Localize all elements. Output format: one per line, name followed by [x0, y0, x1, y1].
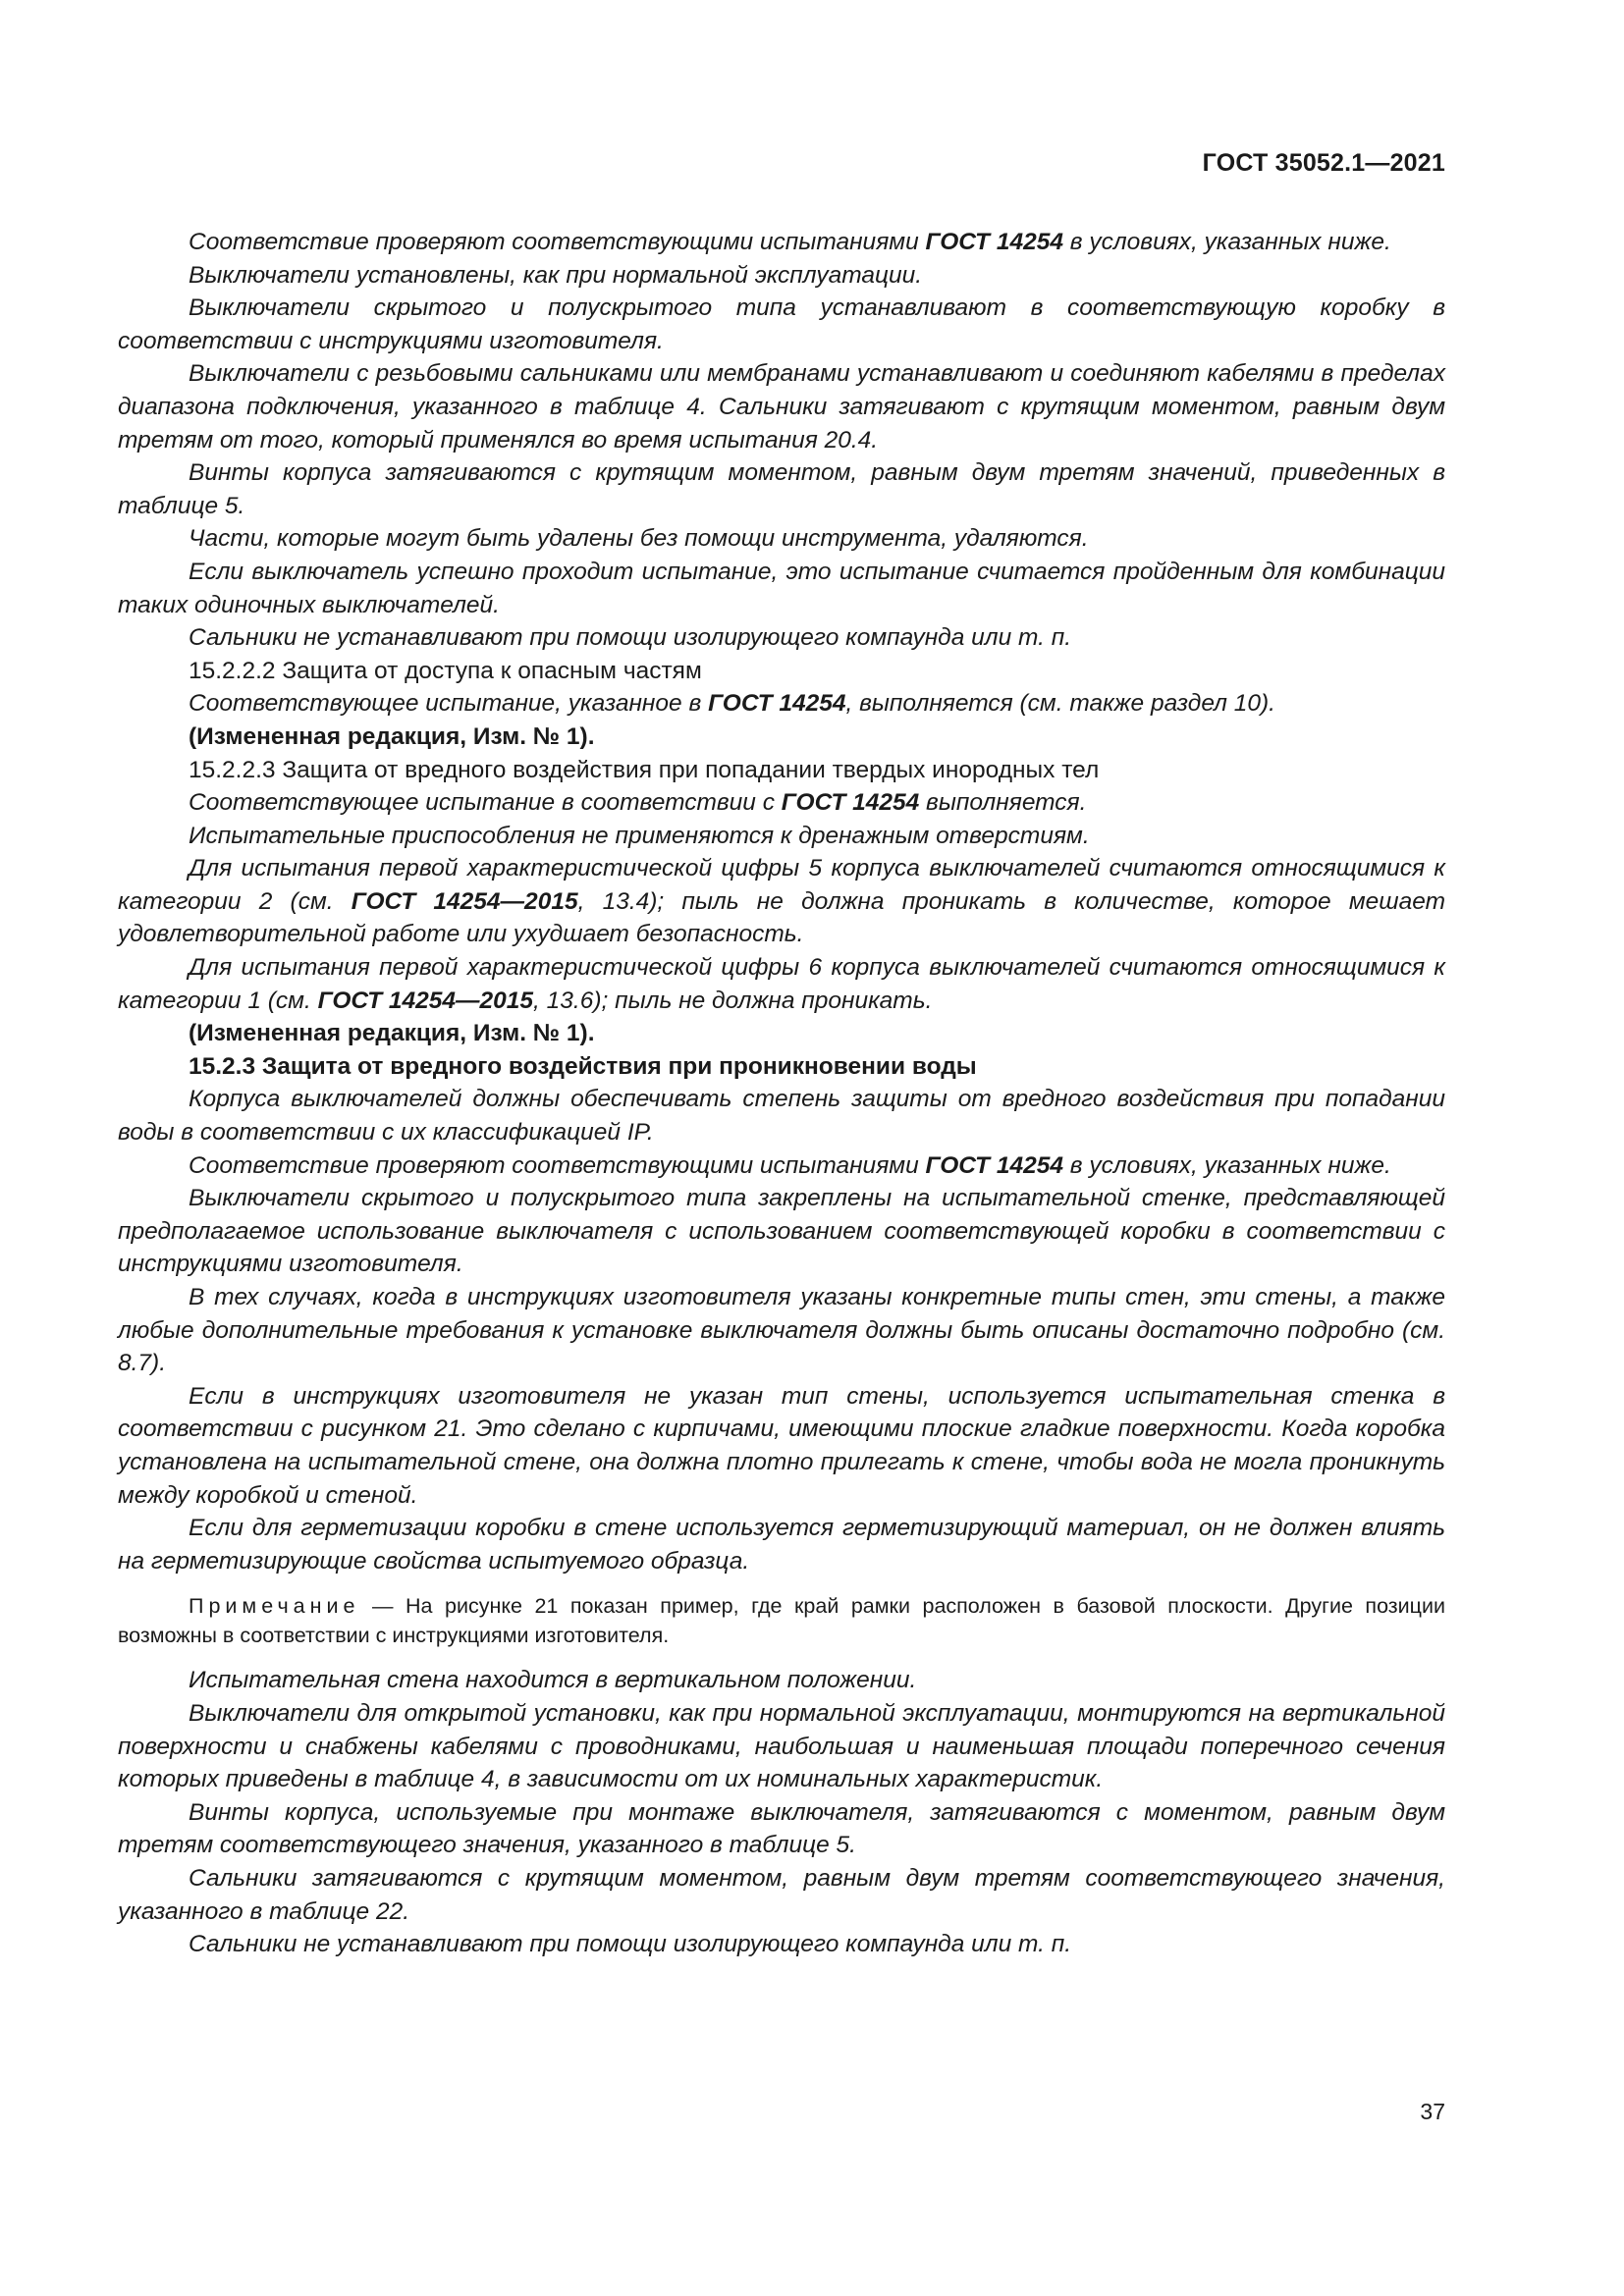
- paragraph: [118, 852, 1445, 951]
- text-run: Соответствующее испытание, указанное в: [189, 690, 709, 718]
- standard-reference: ГОСТ 14254—2015: [351, 887, 578, 915]
- paragraph: Сальники затягиваются с крутящим моментом, равным двум третям соответствующего значения, указанного в таблице 22.: [118, 1864, 1445, 1925]
- standard-reference: ГОСТ 14254: [925, 229, 1063, 255]
- paragraph: Испытательные приспособления не применяются к дренажным отверстиям.: [189, 822, 1090, 849]
- text-run: , выполняется (см. также раздел 10).: [845, 690, 1275, 718]
- note-label: Примечание: [189, 1594, 360, 1619]
- text-run: Соответствие проверяют соответствующими испытаниями: [189, 229, 926, 255]
- text-run: Соответствующее испытание в соответствии с: [189, 789, 782, 817]
- paragraph: Выключатели установлены, как при нормальной эксплуатации.: [189, 261, 923, 289]
- standard-reference: ГОСТ 14254: [781, 789, 920, 817]
- paragraph: Испытательная стена находится в вертикальном положении.: [189, 1667, 917, 1694]
- text-run: , 13.6); пыль не должна проникать.: [533, 987, 933, 1014]
- paragraph: [118, 1149, 1445, 1183]
- standard-reference: ГОСТ 14254: [925, 1151, 1063, 1179]
- paragraph: Сальники не устанавливают при помощи изолирующего компаунда или т. п.: [189, 1931, 1072, 1958]
- section-heading-15-2-2-3: 15.2.2.3 Защита от вредного воздействия при попадании твердых инородных тел: [189, 756, 1100, 783]
- section-heading-15-2-3: 15.2.3 Защита от вредного воздействия при проникновении воды: [189, 1052, 977, 1080]
- text-run: , 13.4); пыль не должна проникать в количестве, которое мешает удовлетворительной работе или ухудшает безопасность.: [118, 887, 1446, 948]
- note-text: — На рисунке 21 показан пример, где край рамки расположен в базовой плоскости. Другие позиции возможны в соответствии с инструкциями изготовителя.: [118, 1594, 1445, 1648]
- paragraph: Выключатели с резьбовыми сальниками или мембранами устанавливают и соединяют кабелями в пределах диапазона подключения, указанного в таблице 4. Сальники затягивают с крутящим моментом, равным двум третям от того, который применялся во время испытания 20.4.: [118, 360, 1445, 454]
- amendment-note: (Измененная редакция, Изм. № 1).: [189, 1020, 595, 1047]
- text-run: выполняется.: [919, 789, 1087, 817]
- paragraph: Винты корпуса, используемые при монтаже выключателя, затягиваются с моментом, равным двум третям соответствующего значения, указанного в таблице 5.: [118, 1798, 1445, 1859]
- text-run: Соответствие проверяют соответствующими испытаниями: [189, 1151, 926, 1179]
- standard-reference: ГОСТ 14254—2015: [317, 987, 534, 1014]
- amendment-note: (Измененная редакция, Изм. № 1).: [189, 722, 595, 750]
- note: [118, 1591, 1445, 1650]
- paragraph: Выключатели скрытого и полускрытого типа закреплены на испытательной стенке, представляющей предполагаемое использование выключателя с использованием соответствующей коробки в соответствии с инструкциями изготовителя.: [118, 1185, 1445, 1278]
- paragraph: Части, которые могут быть удалены без помощи инструмента, удаляются.: [189, 525, 1089, 553]
- document-id-header: ГОСТ 35052.1—2021: [1202, 149, 1445, 177]
- paragraph: Если выключатель успешно проходит испытание, это испытание считается пройденным для комбинации таких одиночных выключателей.: [118, 558, 1445, 618]
- paragraph: [118, 687, 1445, 721]
- paragraph: Выключатели для открытой установки, как при нормальной эксплуатации, монтируются на вертикальной поверхности и снабжены кабелями с проводниками, наибольшая и наименьшая площади поперечного сечения которых приведены в таблице 4, в зависимости от их номинальных характеристик.: [118, 1699, 1445, 1793]
- paragraph: Если для герметизации коробки в стене используется герметизирующий материал, он не должен влиять на герметизирующие свойства испытуемого образца.: [118, 1515, 1445, 1575]
- text-run: Для испытания первой характеристической цифры 5 корпуса выключателей считаются относящимися к категории 2 (см.: [118, 855, 1445, 915]
- standard-reference: ГОСТ 14254: [708, 690, 846, 718]
- paragraph: Винты корпуса затягиваются с крутящим моментом, равным двум третям значений, приведенных в таблице 5.: [118, 459, 1445, 519]
- paragraph: Корпуса выключателей должны обеспечивать степень защиты от вредного воздействия при попадании воды в соответствии с их классификацией IP.: [118, 1086, 1445, 1147]
- section-heading-15-2-2-2: 15.2.2.2 Защита от доступа к опасным частям: [189, 657, 702, 684]
- paragraph: Если в инструкциях изготовителя не указан тип стены, используется испытательная стенка в соответствии с рисунком 21. Это сделано с кирпичами, имеющими плоские гладкие поверхности. Когда коробка установлена на испытательной стене, она должна плотно прилегать к стене, чтобы вода не могла проникнуть между коробкой и стеной.: [118, 1382, 1445, 1509]
- page-number: 37: [1420, 2099, 1445, 2124]
- paragraph: [118, 226, 1445, 259]
- text-run: Для испытания первой характеристической цифры 6 корпуса выключателей считаются относящимися к категории 1 (см.: [118, 954, 1445, 1014]
- text-run: в условиях, указанных ниже.: [1062, 229, 1391, 255]
- paragraph: В тех случаях, когда в инструкциях изготовителя указаны конкретные типы стен, эти стены, а также любые дополнительные требования к установке выключателя должны быть описаны достаточно подробно (см. 8.7).: [118, 1284, 1445, 1377]
- paragraph: Выключатели скрытого и полускрытого типа устанавливают в соответствующую коробку в соответствии с инструкциями изготовителя.: [118, 294, 1445, 354]
- text-run: в условиях, указанных ниже.: [1062, 1151, 1391, 1179]
- paragraph: [118, 951, 1445, 1017]
- paragraph: [118, 786, 1445, 820]
- document-body: [118, 226, 1445, 1961]
- paragraph: Сальники не устанавливают при помощи изолирующего компаунда или т. п.: [189, 624, 1072, 652]
